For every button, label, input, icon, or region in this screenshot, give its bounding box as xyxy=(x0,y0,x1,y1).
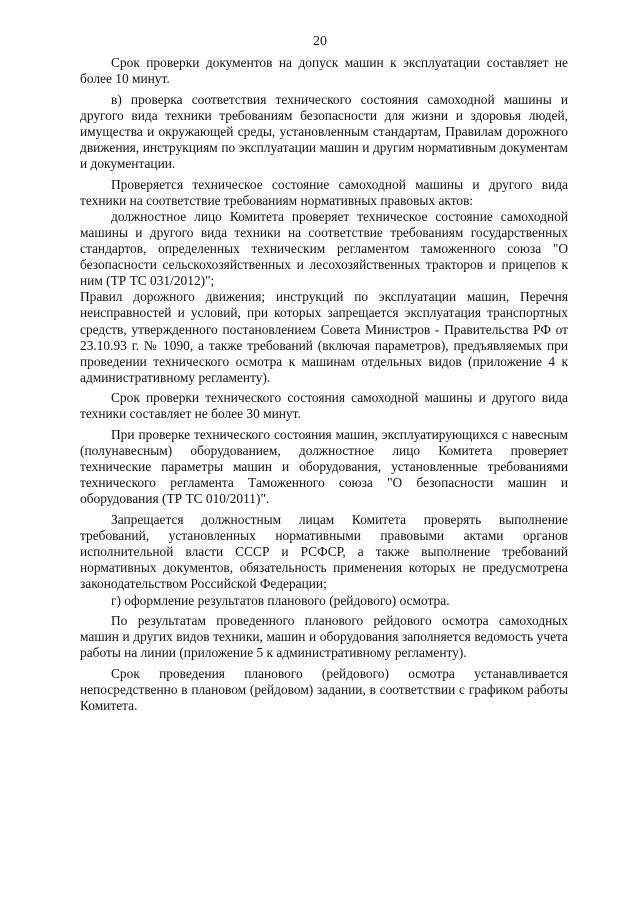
paragraph-prohibition: Запрещается должностным лицам Комитета проверять выполнение требований, установленных нормативными правовыми актами органов исполнительной власти СССР и РСФСР, а также выполнение требований нормативных документов, обязательность применения которых не предусмотрена законодательством Российской Федерации; xyxy=(80,512,568,592)
paragraph-inspection-time: Срок проверки документов на допуск машин к эксплуатации составляет не более 10 минут. xyxy=(80,55,568,87)
paragraph-check-intro: Проверяется техническое состояние самоходной машины и другого вида техники на соответствие требованиям нормативных правовых актов: xyxy=(80,176,568,208)
paragraph-tech-check-time: Срок проверки технического состояния самоходной машины и другого вида техники составляет не более 30 минут. xyxy=(80,390,568,422)
paragraph-traffic-rules: Правил дорожного движения; инструкций по эксплуатации машин, Перечня неисправностей и условий, при которых запрещается эксплуатация транспортных средств, утвержденного постановлением Совета Министров - Правительства РФ от 23.10.93 г. № 1090, а также требований (включая параметров), предъявляемых при проведении технического осмотра к машинам отдельных видов (приложение 4 к административному регламенту). xyxy=(80,289,568,385)
document-body xyxy=(80,55,568,719)
paragraph-attached-equipment: При проверке технического состояния машин, эксплуатирующихся с навесным (полунавесным) оборудованием, должностное лицо Комитета проверяет технические параметры машин и оборудования, установленные требованиями технического регламента Таможенного союза "О безопасности машин и оборудования (ТР ТС 010/2011)". xyxy=(80,427,568,507)
page-number: 20 xyxy=(313,34,327,49)
paragraph-item-g: г) оформление результатов планового (рейдового) осмотра. xyxy=(111,592,450,608)
paragraph-results: По результатам проведенного планового рейдового осмотра самоходных машин и других видов техники, машин и оборудования заполняется ведомость учета работы на линии (приложение 5 к административному регламенту). xyxy=(80,613,568,661)
paragraph-inspection-schedule: Срок проведения планового (рейдового) осмотра устанавливается непосредственно в плановом (рейдовом) задании, в соответствии с графиком работы Комитета. xyxy=(80,665,568,714)
paragraph-official-check: должностное лицо Комитета проверяет техническое состояние самоходной машины и другого вида техники на соответствие требованиям государственных стандартов, определенных техническим регламентом таможенного союза "О безопасности сельскохозяйственных и лесохозяйственных тракторов и прицепов к ним (ТР ТС 031/2012)"; xyxy=(80,208,568,289)
paragraph-item-v: в) проверка соответствия технического состояния самоходной машины и другого вида техники требованиям безопасности для жизни и здоровья людей, имущества и окружающей среды, установленным стандартам, Правилам дорожного движения, инструкциям по эксплуатации машин и другим нормативным документам и документации. xyxy=(80,91,568,172)
